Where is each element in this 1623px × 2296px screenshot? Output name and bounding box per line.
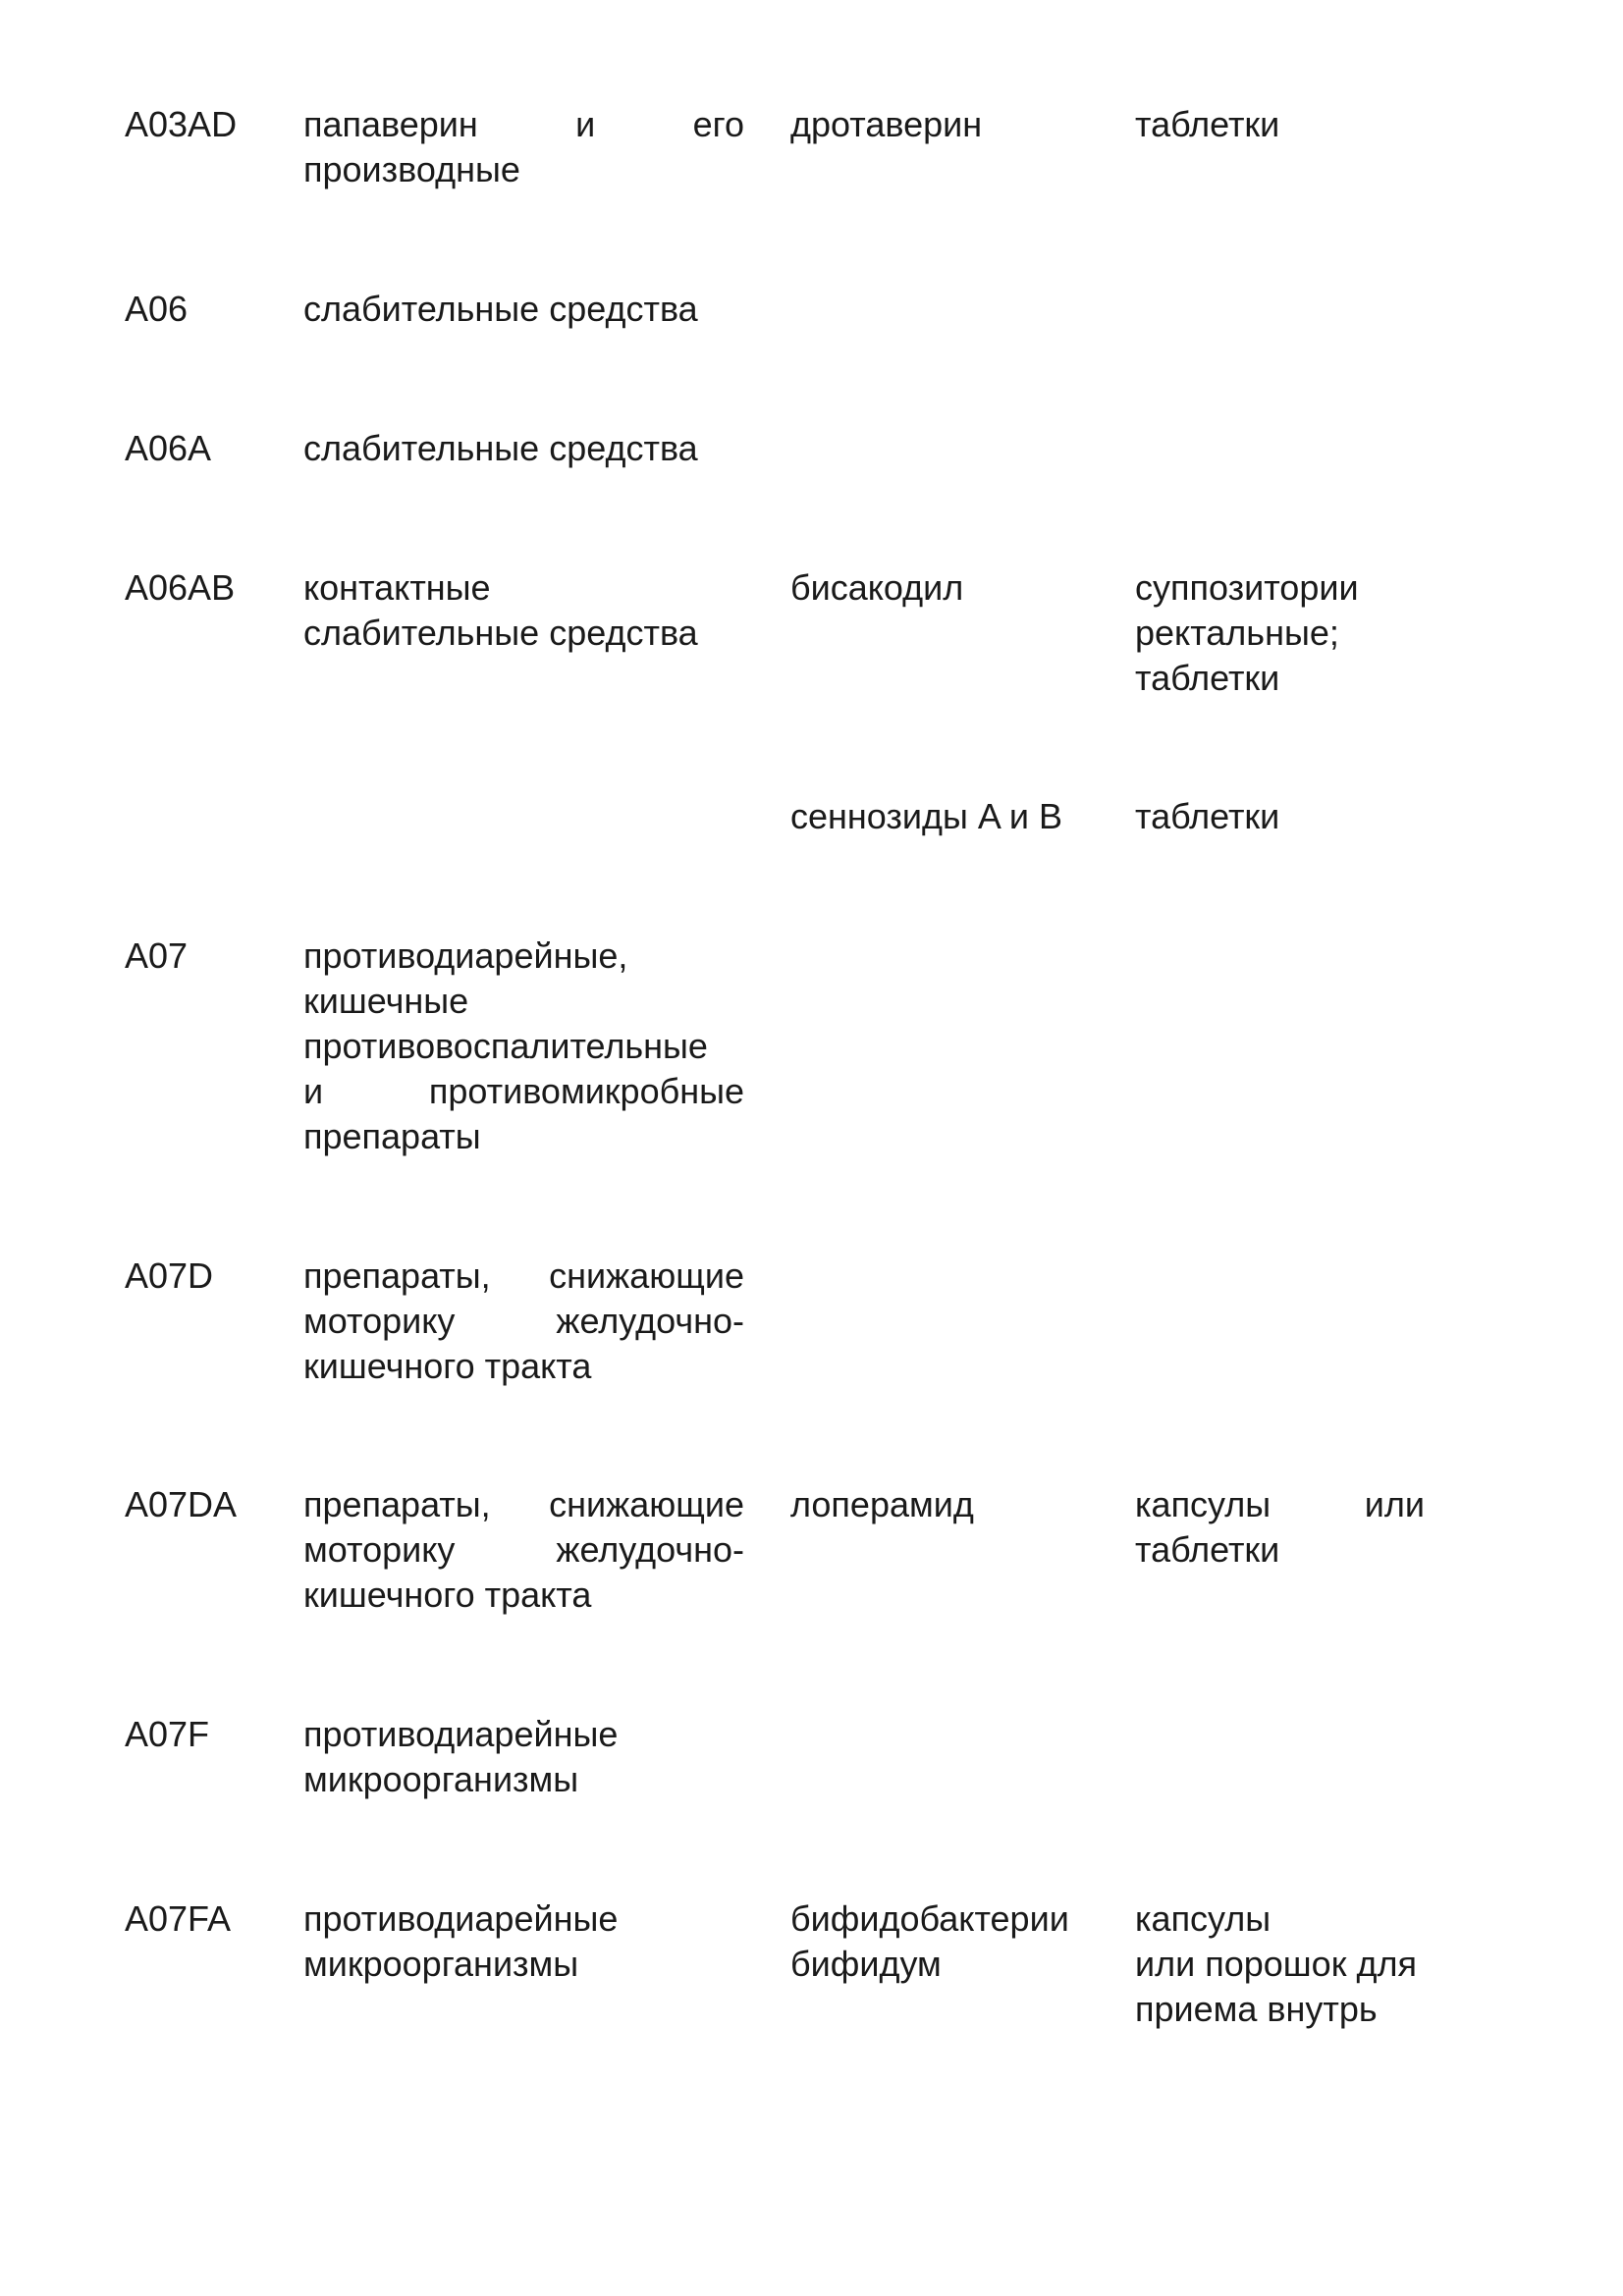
drug-name-line: бифидобактерии [790,1898,1069,1939]
group-name-line: слабительные средства [303,613,698,653]
group-name-line: кишечного тракта [303,1346,592,1386]
group-name-line: кишечного тракта [303,1575,592,1615]
drug-name [790,565,1095,611]
dosage-form-line: капсулы или [1135,1484,1425,1524]
dosage-form-line: таблетки [1135,796,1280,836]
group-name-line: противодиарейные [303,1714,619,1754]
group-name-line: моторику желудочно- [303,1301,744,1341]
dosage-form-line: таблетки [1135,658,1280,698]
group-name-line: контактные [303,567,491,608]
group-name [303,565,744,656]
group-name-line: и противомикробные [303,1071,744,1111]
group-name-line: препараты, снижающие [303,1255,744,1296]
dosage-form-line: приема внутрь [1135,1989,1378,2029]
dosage-form [1135,565,1425,701]
group-name [303,102,744,192]
group-name-line: противовоспалительные [303,1026,708,1066]
atc-code: A06AB [125,567,236,608]
group-name [303,1712,744,1802]
dosage-form-line: таблетки [1135,104,1280,144]
group-name-line: препараты, снижающие [303,1484,744,1524]
group-name-line: производные [303,149,520,189]
drug-name-line: дротаверин [790,104,983,144]
atc-code: A06A [125,428,212,468]
dosage-form-line: ректальные; [1135,613,1339,653]
atc-code: A07DA [125,1484,238,1524]
dosage-form-line: суппозитории [1135,567,1359,608]
group-name [303,1254,744,1389]
dosage-form [1135,1896,1425,2032]
atc-code: A07FA [125,1898,232,1939]
dosage-form-line: таблетки [1135,1529,1280,1570]
dosage-form-line: капсулы [1135,1898,1271,1939]
group-name-line: микроорганизмы [303,1944,579,1984]
atc-code: A07F [125,1714,210,1754]
group-name-line: микроорганизмы [303,1759,579,1799]
drug-name [790,102,1095,147]
group-name-line: противодиарейные [303,1898,619,1939]
group-name-line: слабительные средства [303,428,698,468]
group-name [303,1896,744,1987]
atc-code: A03AD [125,104,238,144]
atc-code: A06 [125,289,189,329]
drug-name-line: бифидум [790,1944,942,1984]
group-name [303,934,744,1159]
group-name-line: кишечные [303,981,469,1021]
dosage-form-line: или порошок для [1135,1944,1417,1984]
drug-name [790,1896,1095,1987]
group-name-line: моторику желудочно- [303,1529,744,1570]
group-name-line: противодиарейные, [303,935,628,976]
group-name-line: препараты [303,1116,481,1156]
atc-code: A07 [125,935,189,976]
group-name [303,426,744,471]
dosage-form [1135,1482,1425,1573]
dosage-form [1135,794,1425,839]
group-name [303,287,744,332]
drug-name-line: сеннозиды A и B [790,796,1063,836]
drug-name-line: лоперамид [790,1484,974,1524]
drug-name-line: бисакодил [790,567,964,608]
dosage-form [1135,102,1425,147]
group-name [303,1482,744,1618]
group-name-line: слабительные средства [303,289,698,329]
drug-name [790,1482,1095,1527]
drug-name [790,794,1095,839]
atc-code: A07D [125,1255,214,1296]
group-name-line: папаверин и его [303,104,744,144]
